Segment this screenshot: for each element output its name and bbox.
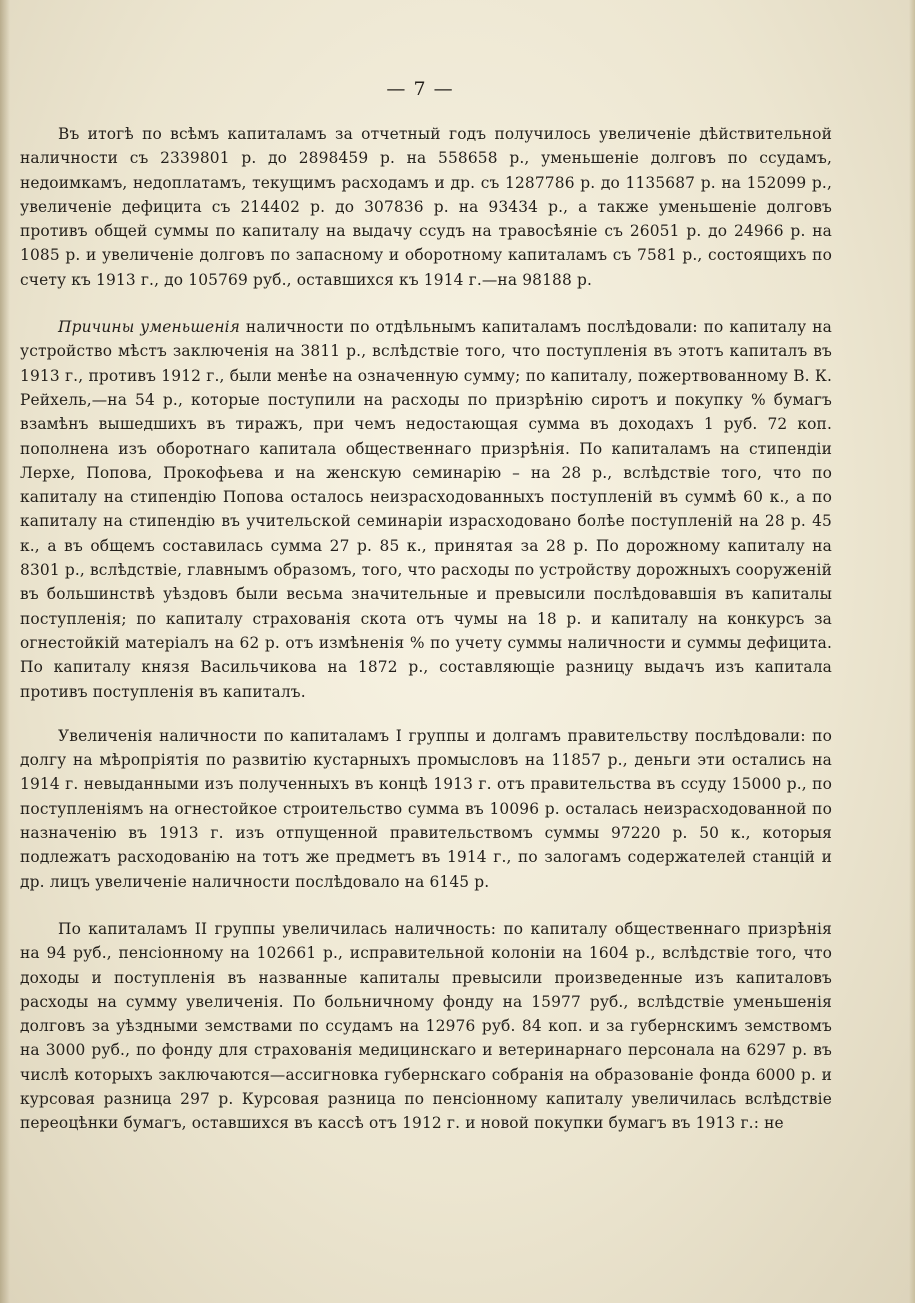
body-text (20, 122, 832, 1136)
page-number: — 7 — (386, 78, 454, 100)
paragraph-group-two (20, 917, 832, 1136)
paragraph-group-one (20, 724, 832, 894)
paragraph-text: По капиталамъ II группы увеличилась наличность: по капиталу общественнаго призрѣнія на 94 руб., пенсіонному на 102661 р., исправительной колоніи на 1604 р., вслѣдствіе того, что доходы и поступленія въ названные капиталы превысили произведенные изъ капиталовъ расходы на сумму увеличенія. По больничному фонду на 15977 руб., вслѣдствіе уменьшенія долговъ за уѣздными земствами по ссудамъ на 12976 руб. 84 коп. и за губернскимъ земствомъ на 3000 руб., по фонду для страхованія медицинскаго и ветеринарнаго персонала на 6297 р. въ числѣ которыхъ заключаются—ассигновка губернскаго собранія на образованіе фонда 6000 р. и курсовая разница 297 р. Курсовая разница по пенсіонному капиталу увеличилась вслѣдствіе переоцѣнки бумагъ, оставшихся въ кассѣ отъ 1912 г. и новой покупки бумагъ въ 1913 г.: не (20, 919, 832, 1133)
paragraph-summary (20, 122, 832, 292)
paragraph-lead-italic: Причины уменьшенія (58, 318, 241, 337)
paragraph-text: Въ итогѣ по всѣмъ капиталамъ за отчетный годъ получилось увеличеніе дѣйствительной наличности съ 2339801 р. до 2898459 р. на 558658 р., уменьшеніе долговъ по ссудамъ, недоимкамъ, недоплатамъ, текущимъ расходамъ и др. съ 1287786 р. до 1135687 р. на 152099 р., увеличеніе дефицита съ 214402 р. до 307836 р. на 93434 р., а также уменьшеніе долговъ противъ общей суммы по капиталу на выдачу ссудъ на травосѣяніе съ 26051 р. до 24966 р. на 1085 р. и увеличеніе долговъ по запасному и оборотному капиталамъ съ 7581 р., состоящихъ по счету къ 1913 г., до 105769 руб., оставшихся къ 1914 г.—на 98188 р. (20, 125, 832, 289)
paragraph-text: наличности по отдѣльнымъ капиталамъ послѣдовали: по капиталу на устройство мѣстъ заключенія на 3811 р., вслѣдствіе того, что поступленія въ этотъ капиталъ въ 1913 г., противъ 1912 г., были менѣе на означенную сумму; по капиталу, пожертвованному В. К. Рейхель,—на 54 р., которые поступили на расходы по призрѣнію сиротъ и покупку % бумагъ взамѣнъ вышедшихъ въ тиражъ, при чемъ недостающая сумма въ доходахъ 1 руб. 72 коп. пополнена изъ оборотнаго капитала общественнаго призрѣнія. По капиталамъ на стипендіи Лерхе, Попова, Прокофьева и на женскую семинарію – на 28 р., вслѣдствіе того, что по капиталу на стипендію Попова осталось неизрасходованныхъ поступленій въ суммѣ 60 к., а по капиталу на стипендію въ учительской семинаріи израсходовано болѣе поступленій на 28 р. 45 к., а въ общемъ составилась сумма 27 р. 85 к., принятая за 28 р. По дорожному капиталу на 8301 р., вслѣдствіе, главнымъ образомъ, того, что расходы по устройству дорожныхъ сооруженій въ большинствѣ уѣздовъ были весьма значительные и превысили послѣдовавшія въ капиталы поступленія; по капиталу страхованія скота отъ чумы на 18 р. и капиталу на конкурсъ за огнестойкій матеріалъ на 62 р. отъ измѣненія % по учету суммы наличности и суммы дефицита. По капиталу князя Васильчикова на 1872 р., составляющіе разницу выдачъ изъ капитала противъ поступленія въ капиталъ. (20, 318, 832, 701)
paragraph-text: Увеличенія наличности по капиталамъ I группы и долгамъ правительству послѣдовали: по долгу на мѣропріятія по развитію кустарныхъ промысловъ на 11857 р., деньги эти остались на 1914 г. невыданными изъ полученныхъ въ концѣ 1913 г. отъ правительства въ ссуду 15000 р., по поступленіямъ на огнестойкое строительство сумма въ 10096 р. осталась неизрасходованной по назначенію въ 1913 г. изъ отпущенной правительствомъ суммы 97220 р. 50 к., которыя подлежатъ расходованію на тотъ же предметъ въ 1914 г., по залогамъ содержателей станцій и др. лицъ увеличеніе наличности послѣдовало на 6145 р. (20, 726, 832, 891)
page-edge-shadow-right (909, 0, 915, 1303)
paragraph-decrease-causes (20, 315, 832, 704)
page-edge-shadow (0, 0, 10, 1303)
